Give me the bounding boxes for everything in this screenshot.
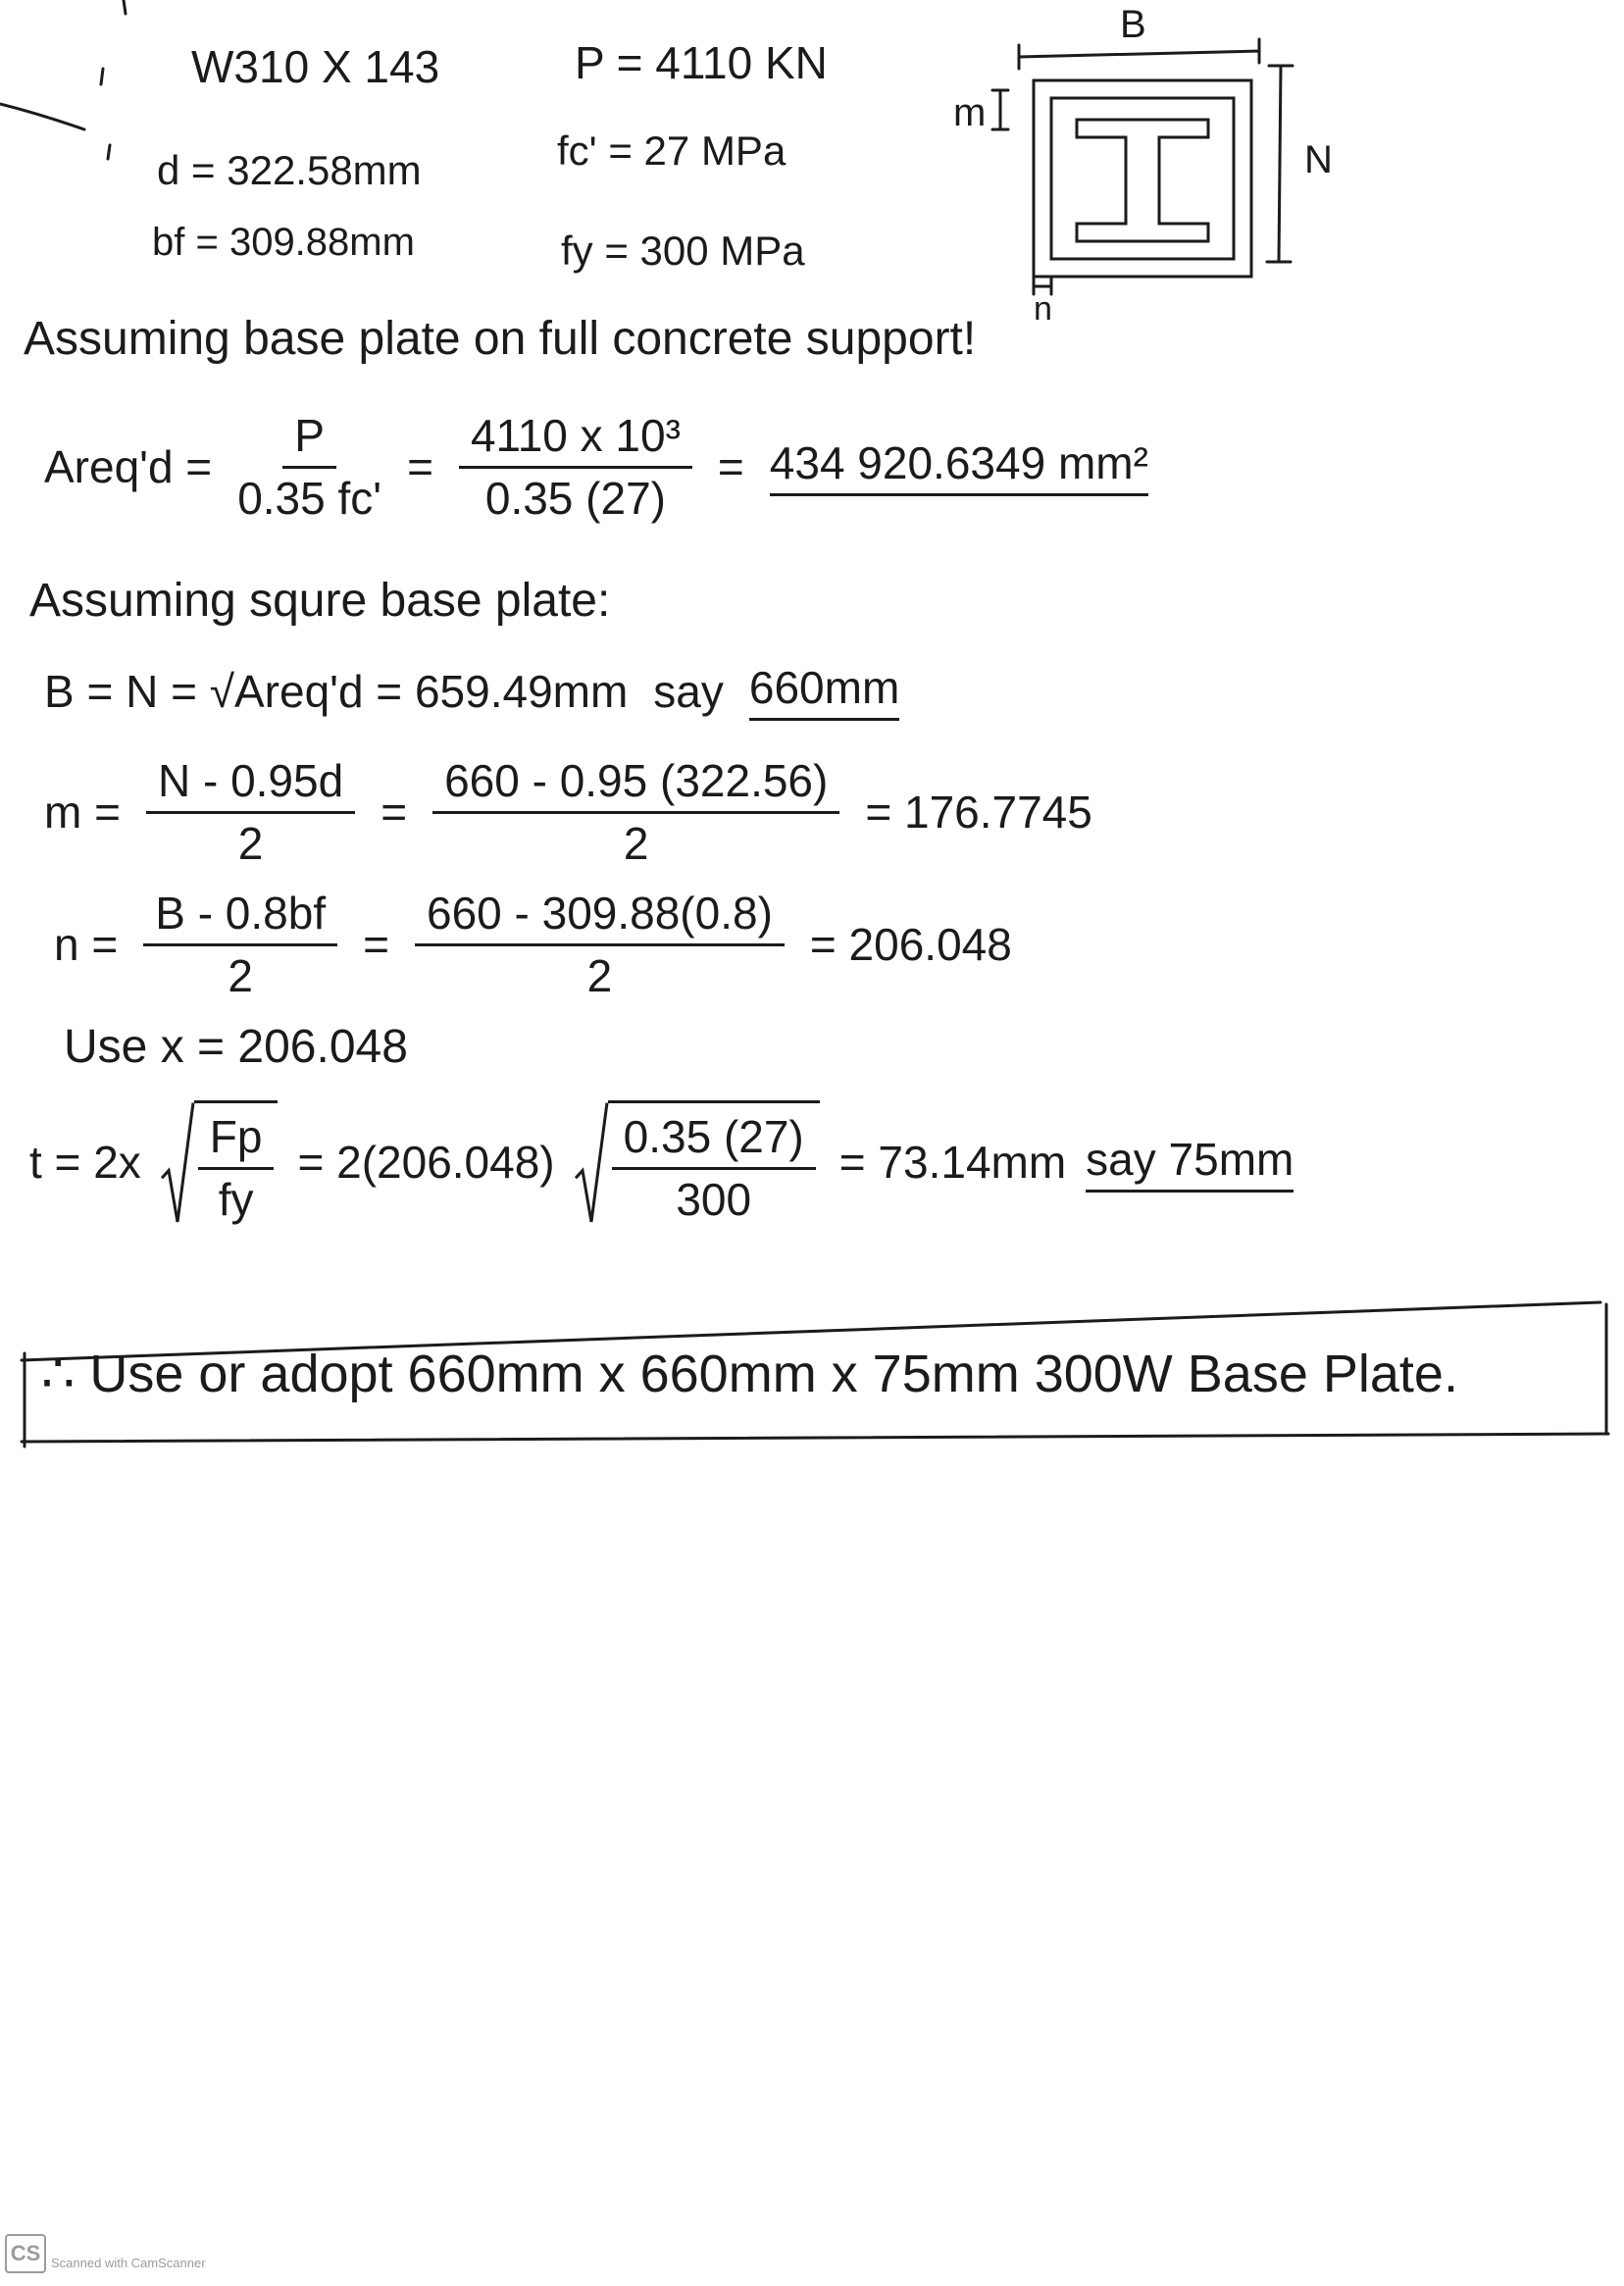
fraction-denominator: 2 bbox=[623, 817, 649, 869]
area-result: 434 920.6349 mm² bbox=[770, 437, 1148, 496]
say-word: say bbox=[653, 665, 724, 717]
m-result: = 176.7745 bbox=[865, 786, 1092, 838]
i-section-shape bbox=[1077, 120, 1208, 241]
given-depth: d = 322.58mm bbox=[157, 147, 422, 193]
camscanner-logo: CS bbox=[5, 2234, 46, 2273]
area-substitution-fraction bbox=[459, 410, 692, 525]
n-calc bbox=[54, 888, 1012, 1002]
scanner-caption: Scanned with CamScanner bbox=[51, 2256, 206, 2270]
thickness-calc bbox=[29, 1100, 1294, 1226]
fraction-denominator: 2 bbox=[586, 949, 613, 1001]
radical-sign bbox=[575, 1100, 608, 1226]
assumption-square-plate: Assuming squre base plate: bbox=[29, 575, 611, 627]
given-load: P = 4110 KN bbox=[575, 37, 828, 88]
m-label: m = bbox=[44, 786, 121, 838]
given-concrete-strength: fc' = 27 MPa bbox=[557, 127, 787, 174]
given-flange-width: bf = 309.88mm bbox=[152, 221, 415, 264]
assumption-full-support: Assuming base plate on full concrete support! bbox=[24, 313, 977, 365]
radical-sign bbox=[161, 1100, 194, 1226]
plate-size-value: 660mm bbox=[749, 662, 899, 721]
t-adopted-value: 75mm bbox=[1168, 1133, 1294, 1185]
diagram-label-B: B bbox=[1120, 3, 1146, 46]
fraction-numerator: Fp bbox=[198, 1111, 275, 1170]
say-word: say bbox=[1086, 1133, 1156, 1185]
fraction-numerator: B - 0.8bf bbox=[143, 888, 337, 946]
fraction-numerator: 660 - 0.95 (322.56) bbox=[432, 755, 839, 814]
required-area-calc bbox=[44, 410, 1148, 525]
plate-outline bbox=[1034, 80, 1251, 277]
fraction-numerator: 4110 x 10³ bbox=[459, 410, 692, 469]
square-root-substitution bbox=[575, 1100, 820, 1226]
t-substitution-fraction bbox=[612, 1111, 816, 1226]
equals-sign: = bbox=[381, 786, 408, 838]
fraction-denominator: 2 bbox=[228, 949, 253, 1001]
fraction-denominator: 0.35 (27) bbox=[484, 472, 666, 524]
section-designation: W310 X 143 bbox=[191, 41, 440, 92]
diagram-label-m: m bbox=[953, 91, 987, 134]
stray-pen-marks bbox=[0, 0, 177, 177]
use-x-statement: Use x = 206.048 bbox=[64, 1021, 408, 1073]
t-substitution-factor: = 2(206.048) bbox=[297, 1137, 555, 1189]
n-formula-fraction bbox=[143, 888, 337, 1002]
m-formula-fraction bbox=[146, 755, 355, 870]
equals-sign: = bbox=[363, 918, 389, 970]
m-calc bbox=[44, 755, 1092, 870]
equals-sign: = bbox=[407, 440, 433, 492]
conclusion-text: ∴ Use or adopt 660mm x 660mm x 75mm 300W Base Plate. bbox=[41, 1345, 1458, 1403]
fraction-numerator: P bbox=[282, 410, 336, 469]
t-result: = 73.14mm bbox=[838, 1137, 1067, 1189]
fraction-denominator: 0.35 fc' bbox=[237, 472, 382, 524]
area-label: Areq'd = bbox=[44, 440, 213, 492]
n-substitution-fraction bbox=[415, 888, 785, 1002]
fraction-numerator: 0.35 (27) bbox=[612, 1111, 816, 1170]
fraction-denominator: 2 bbox=[237, 817, 264, 869]
fraction-denominator: fy bbox=[218, 1173, 254, 1225]
t-formula-fraction bbox=[198, 1111, 275, 1226]
base-plate-diagram bbox=[932, 0, 1344, 324]
fraction-denominator: 300 bbox=[676, 1173, 752, 1225]
plate-size-calc bbox=[44, 662, 899, 721]
n-label: n = bbox=[54, 918, 119, 970]
dimension-mark-m bbox=[992, 90, 1008, 129]
t-label: t = 2x bbox=[29, 1137, 141, 1189]
area-formula-fraction bbox=[237, 410, 381, 525]
n-result: = 206.048 bbox=[809, 918, 1012, 970]
equals-sign: = bbox=[717, 440, 744, 492]
fraction-numerator: N - 0.95d bbox=[146, 755, 355, 814]
square-root-formula bbox=[161, 1100, 279, 1226]
given-yield-strength: fy = 300 MPa bbox=[561, 228, 805, 274]
plate-inner-outline bbox=[1051, 98, 1234, 259]
fraction-numerator: 660 - 309.88(0.8) bbox=[415, 888, 785, 946]
dimension-line-N bbox=[1267, 66, 1293, 262]
diagram-label-N: N bbox=[1304, 138, 1333, 181]
diagram-label-n: n bbox=[1034, 290, 1052, 324]
plate-size-expression: B = N = √Areq'd = 659.49mm bbox=[44, 665, 629, 717]
t-adopted bbox=[1086, 1134, 1294, 1193]
m-substitution-fraction bbox=[432, 755, 839, 870]
